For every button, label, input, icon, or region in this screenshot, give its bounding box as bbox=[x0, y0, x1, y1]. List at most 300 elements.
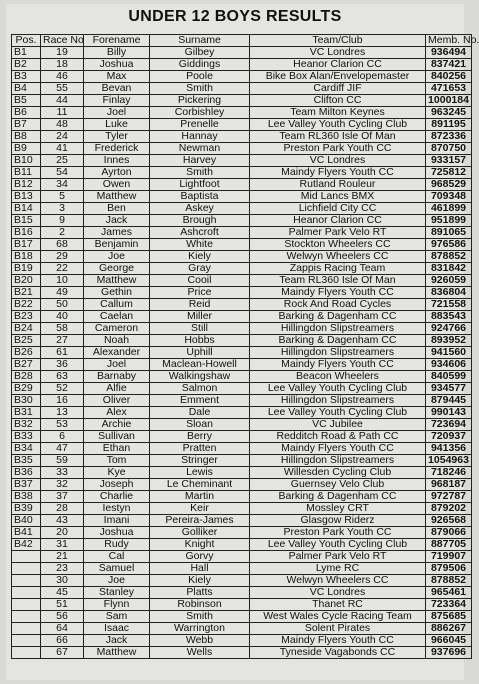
cell-memb-no: 968529 bbox=[426, 179, 472, 191]
cell-surname: Brough bbox=[150, 215, 250, 227]
cell-surname: Kiely bbox=[150, 251, 250, 263]
table-row bbox=[12, 587, 472, 599]
cell-race-no: 43 bbox=[41, 515, 84, 527]
cell-pos bbox=[12, 551, 41, 563]
cell-pos: B16 bbox=[12, 227, 41, 239]
cell-race-no: 51 bbox=[41, 599, 84, 611]
cell-surname: Newman bbox=[150, 143, 250, 155]
cell-team-club: Maindy Flyers Youth CC bbox=[250, 359, 426, 371]
cell-forename: Caelan bbox=[84, 311, 150, 323]
cell-team-club: Hillingdon Slipstreamers bbox=[250, 347, 426, 359]
cell-race-no: 23 bbox=[41, 563, 84, 575]
cell-forename: Ethan bbox=[84, 443, 150, 455]
table-row bbox=[12, 407, 472, 419]
cell-surname: Pickering bbox=[150, 95, 250, 107]
table-row bbox=[12, 155, 472, 167]
table-row bbox=[12, 395, 472, 407]
cell-surname: Uphill bbox=[150, 347, 250, 359]
cell-pos: B6 bbox=[12, 107, 41, 119]
cell-team-club: Maindy Flyers Youth CC bbox=[250, 167, 426, 179]
cell-surname: Pratten bbox=[150, 443, 250, 455]
cell-forename: Frederick bbox=[84, 143, 150, 155]
cell-pos: B3 bbox=[12, 71, 41, 83]
cell-forename: Isaac bbox=[84, 623, 150, 635]
cell-pos: B36 bbox=[12, 467, 41, 479]
cell-forename: Archie bbox=[84, 419, 150, 431]
cell-surname: Hannay bbox=[150, 131, 250, 143]
cell-memb-no: 936494 bbox=[426, 47, 472, 59]
cell-forename: Oliver bbox=[84, 395, 150, 407]
cell-race-no: 53 bbox=[41, 419, 84, 431]
cell-team-club: Preston Park Youth CC bbox=[250, 527, 426, 539]
table-row bbox=[12, 551, 472, 563]
cell-race-no: 66 bbox=[41, 635, 84, 647]
cell-forename: Innes bbox=[84, 155, 150, 167]
cell-forename: Alex bbox=[84, 407, 150, 419]
cell-memb-no: 972787 bbox=[426, 491, 472, 503]
cell-surname: Keir bbox=[150, 503, 250, 515]
cell-team-club: Hillingdon Slipstreamers bbox=[250, 455, 426, 467]
cell-memb-no: 709348 bbox=[426, 191, 472, 203]
cell-team-club: Heanor Clarion CC bbox=[250, 215, 426, 227]
cell-memb-no: 837421 bbox=[426, 59, 472, 71]
cell-race-no: 55 bbox=[41, 83, 84, 95]
cell-pos: B7 bbox=[12, 119, 41, 131]
table-row bbox=[12, 107, 472, 119]
cell-team-club: VC Londres bbox=[250, 155, 426, 167]
cell-race-no: 52 bbox=[41, 383, 84, 395]
cell-surname: Sloan bbox=[150, 419, 250, 431]
page-title: UNDER 12 BOYS RESULTS bbox=[128, 8, 342, 25]
table-row bbox=[12, 647, 472, 659]
cell-memb-no: 891195 bbox=[426, 119, 472, 131]
cell-forename: Joe bbox=[84, 575, 150, 587]
column-header-surname: Surname bbox=[150, 35, 250, 47]
cell-team-club: Team RL360 Isle Of Man bbox=[250, 275, 426, 287]
cell-race-no: 5 bbox=[41, 191, 84, 203]
cell-memb-no: 879066 bbox=[426, 527, 472, 539]
cell-race-no: 9 bbox=[41, 215, 84, 227]
table-row bbox=[12, 311, 472, 323]
table-row bbox=[12, 443, 472, 455]
cell-team-club: Mid Lancs BMX bbox=[250, 191, 426, 203]
table-row bbox=[12, 419, 472, 431]
cell-memb-no: 723364 bbox=[426, 599, 472, 611]
cell-memb-no: 976586 bbox=[426, 239, 472, 251]
cell-race-no: 13 bbox=[41, 407, 84, 419]
cell-surname: Walkingshaw bbox=[150, 371, 250, 383]
cell-memb-no: 471653 bbox=[426, 83, 472, 95]
results-sheet bbox=[6, 4, 479, 680]
cell-team-club: Bike Box Alan/Envelopemaster bbox=[250, 71, 426, 83]
cell-race-no: 63 bbox=[41, 371, 84, 383]
cell-team-club: Tyneside Vagabonds CC bbox=[250, 647, 426, 659]
cell-pos: B10 bbox=[12, 155, 41, 167]
table-row bbox=[12, 287, 472, 299]
cell-team-club: Zappis Racing Team bbox=[250, 263, 426, 275]
cell-pos: B24 bbox=[12, 323, 41, 335]
table-row bbox=[12, 623, 472, 635]
cell-memb-no: 963245 bbox=[426, 107, 472, 119]
table-row bbox=[12, 635, 472, 647]
cell-team-club: Maindy Flyers Youth CC bbox=[250, 443, 426, 455]
cell-team-club: VC Londres bbox=[250, 587, 426, 599]
cell-race-no: 56 bbox=[41, 611, 84, 623]
cell-team-club: Lee Valley Youth Cycling Club bbox=[250, 119, 426, 131]
cell-race-no: 61 bbox=[41, 347, 84, 359]
cell-pos: B29 bbox=[12, 383, 41, 395]
cell-forename: Charlie bbox=[84, 491, 150, 503]
cell-team-club: Maindy Flyers Youth CC bbox=[250, 635, 426, 647]
cell-race-no: 36 bbox=[41, 359, 84, 371]
cell-team-club: Preston Park Youth CC bbox=[250, 143, 426, 155]
cell-race-no: 47 bbox=[41, 443, 84, 455]
cell-race-no: 3 bbox=[41, 203, 84, 215]
table-row bbox=[12, 323, 472, 335]
cell-memb-no: 891065 bbox=[426, 227, 472, 239]
cell-forename: Gethin bbox=[84, 287, 150, 299]
table-row bbox=[12, 275, 472, 287]
table-row bbox=[12, 539, 472, 551]
cell-race-no: 19 bbox=[41, 47, 84, 59]
cell-team-club: Lichfield City CC bbox=[250, 203, 426, 215]
cell-surname: Reid bbox=[150, 299, 250, 311]
cell-pos: B34 bbox=[12, 443, 41, 455]
cell-forename: Luke bbox=[84, 119, 150, 131]
cell-surname: Robinson bbox=[150, 599, 250, 611]
cell-surname: Baptista bbox=[150, 191, 250, 203]
cell-memb-no: 937696 bbox=[426, 647, 472, 659]
cell-forename: James bbox=[84, 227, 150, 239]
cell-race-no: 48 bbox=[41, 119, 84, 131]
cell-forename: Joshua bbox=[84, 59, 150, 71]
cell-forename: Iestyn bbox=[84, 503, 150, 515]
cell-forename: Tom bbox=[84, 455, 150, 467]
cell-team-club: Barking & Dagenham CC bbox=[250, 311, 426, 323]
cell-pos: B21 bbox=[12, 287, 41, 299]
cell-forename: Owen bbox=[84, 179, 150, 191]
cell-race-no: 58 bbox=[41, 323, 84, 335]
cell-team-club: Maindy Flyers Youth CC bbox=[250, 287, 426, 299]
cell-forename: Alexander bbox=[84, 347, 150, 359]
cell-memb-no: 831842 bbox=[426, 263, 472, 275]
cell-pos: B32 bbox=[12, 419, 41, 431]
cell-race-no: 21 bbox=[41, 551, 84, 563]
cell-memb-no: 926059 bbox=[426, 275, 472, 287]
cell-pos: B26 bbox=[12, 347, 41, 359]
cell-surname: Martin bbox=[150, 491, 250, 503]
cell-race-no: 34 bbox=[41, 179, 84, 191]
column-header-forename: Forename bbox=[84, 35, 150, 47]
cell-memb-no: 883543 bbox=[426, 311, 472, 323]
cell-race-no: 22 bbox=[41, 263, 84, 275]
table-row bbox=[12, 167, 472, 179]
table-row bbox=[12, 131, 472, 143]
cell-forename: Sam bbox=[84, 611, 150, 623]
cell-surname: Warrington bbox=[150, 623, 250, 635]
cell-pos bbox=[12, 587, 41, 599]
cell-surname: Lightfoot bbox=[150, 179, 250, 191]
cell-memb-no: 878852 bbox=[426, 251, 472, 263]
cell-race-no: 31 bbox=[41, 539, 84, 551]
cell-memb-no: 879202 bbox=[426, 503, 472, 515]
cell-memb-no: 878852 bbox=[426, 575, 472, 587]
cell-race-no: 20 bbox=[41, 527, 84, 539]
cell-pos: B37 bbox=[12, 479, 41, 491]
cell-pos bbox=[12, 563, 41, 575]
cell-pos bbox=[12, 575, 41, 587]
cell-race-no: 44 bbox=[41, 95, 84, 107]
cell-surname: Gorvy bbox=[150, 551, 250, 563]
cell-forename: Joe bbox=[84, 251, 150, 263]
cell-forename: Finlay bbox=[84, 95, 150, 107]
cell-forename: George bbox=[84, 263, 150, 275]
cell-surname: Golliker bbox=[150, 527, 250, 539]
cell-surname: Askey bbox=[150, 203, 250, 215]
table-row bbox=[12, 203, 472, 215]
cell-surname: Wells bbox=[150, 647, 250, 659]
cell-race-no: 49 bbox=[41, 287, 84, 299]
results-table bbox=[11, 34, 479, 659]
table-row bbox=[12, 83, 472, 95]
cell-memb-no: 886267 bbox=[426, 623, 472, 635]
cell-memb-no: 934577 bbox=[426, 383, 472, 395]
cell-pos: B12 bbox=[12, 179, 41, 191]
cell-race-no: 46 bbox=[41, 71, 84, 83]
cell-team-club: Barking & Dagenham CC bbox=[250, 491, 426, 503]
cell-surname: Miller bbox=[150, 311, 250, 323]
cell-team-club: Hillingdon Slipstreamers bbox=[250, 323, 426, 335]
cell-forename: Benjamin bbox=[84, 239, 150, 251]
table-row bbox=[12, 563, 472, 575]
cell-race-no: 59 bbox=[41, 455, 84, 467]
cell-team-club: Barking & Dagenham CC bbox=[250, 335, 426, 347]
cell-pos: B15 bbox=[12, 215, 41, 227]
cell-pos: B27 bbox=[12, 359, 41, 371]
cell-race-no: 40 bbox=[41, 311, 84, 323]
cell-memb-no: 840256 bbox=[426, 71, 472, 83]
table-row bbox=[12, 239, 472, 251]
cell-race-no: 18 bbox=[41, 59, 84, 71]
cell-pos: B9 bbox=[12, 143, 41, 155]
cell-forename: Joshua bbox=[84, 527, 150, 539]
cell-pos: B40 bbox=[12, 515, 41, 527]
cell-race-no: 64 bbox=[41, 623, 84, 635]
cell-surname: Hobbs bbox=[150, 335, 250, 347]
cell-surname: Smith bbox=[150, 83, 250, 95]
cell-memb-no: 836804 bbox=[426, 287, 472, 299]
cell-team-club: Lee Valley Youth Cycling Club bbox=[250, 407, 426, 419]
cell-memb-no: 933157 bbox=[426, 155, 472, 167]
cell-team-club: Team RL360 Isle Of Man bbox=[250, 131, 426, 143]
table-row bbox=[12, 527, 472, 539]
cell-race-no: 50 bbox=[41, 299, 84, 311]
cell-surname: Corbishley bbox=[150, 107, 250, 119]
cell-race-no: 11 bbox=[41, 107, 84, 119]
cell-team-club: Heanor Clarion CC bbox=[250, 59, 426, 71]
cell-surname: Price bbox=[150, 287, 250, 299]
cell-team-club: Hillingdon Slipstreamers bbox=[250, 395, 426, 407]
cell-pos: B30 bbox=[12, 395, 41, 407]
cell-race-no: 24 bbox=[41, 131, 84, 143]
cell-race-no: 41 bbox=[41, 143, 84, 155]
cell-memb-no: 879445 bbox=[426, 395, 472, 407]
cell-memb-no: 719907 bbox=[426, 551, 472, 563]
cell-memb-no: 924766 bbox=[426, 323, 472, 335]
cell-forename: Matthew bbox=[84, 275, 150, 287]
table-row bbox=[12, 215, 472, 227]
cell-race-no: 25 bbox=[41, 155, 84, 167]
cell-pos: B19 bbox=[12, 263, 41, 275]
cell-surname: Smith bbox=[150, 167, 250, 179]
cell-pos: B11 bbox=[12, 167, 41, 179]
cell-race-no: 29 bbox=[41, 251, 84, 263]
cell-pos: B1 bbox=[12, 47, 41, 59]
table-row bbox=[12, 515, 472, 527]
cell-forename: Max bbox=[84, 71, 150, 83]
table-row bbox=[12, 611, 472, 623]
cell-surname: Salmon bbox=[150, 383, 250, 395]
cell-memb-no: 966045 bbox=[426, 635, 472, 647]
cell-forename: Barnaby bbox=[84, 371, 150, 383]
cell-team-club: Team Milton Keynes bbox=[250, 107, 426, 119]
cell-memb-no: 723694 bbox=[426, 419, 472, 431]
cell-memb-no: 872336 bbox=[426, 131, 472, 143]
column-header-team-club: Team/Club bbox=[250, 35, 426, 47]
table-row bbox=[12, 455, 472, 467]
cell-forename: Ayrton bbox=[84, 167, 150, 179]
table-row bbox=[12, 491, 472, 503]
cell-race-no: 27 bbox=[41, 335, 84, 347]
cell-team-club: Lee Valley Youth Cycling Club bbox=[250, 383, 426, 395]
cell-memb-no: 879506 bbox=[426, 563, 472, 575]
cell-forename: Matthew bbox=[84, 647, 150, 659]
cell-pos: B39 bbox=[12, 503, 41, 515]
cell-surname: Cooil bbox=[150, 275, 250, 287]
cell-memb-no: 720937 bbox=[426, 431, 472, 443]
cell-surname: Platts bbox=[150, 587, 250, 599]
cell-team-club: Mossley CRT bbox=[250, 503, 426, 515]
cell-forename: Joel bbox=[84, 359, 150, 371]
cell-team-club: Lyme RC bbox=[250, 563, 426, 575]
cell-surname: Prenelle bbox=[150, 119, 250, 131]
cell-race-no: 67 bbox=[41, 647, 84, 659]
cell-forename: Joel bbox=[84, 107, 150, 119]
cell-surname: Smith bbox=[150, 611, 250, 623]
cell-memb-no: 870750 bbox=[426, 143, 472, 155]
cell-team-club: Palmer Park Velo RT bbox=[250, 551, 426, 563]
cell-pos bbox=[12, 599, 41, 611]
table-row bbox=[12, 251, 472, 263]
table-row bbox=[12, 383, 472, 395]
column-header-race-no: Race No bbox=[41, 35, 84, 47]
cell-forename: Samuel bbox=[84, 563, 150, 575]
cell-race-no: 6 bbox=[41, 431, 84, 443]
cell-memb-no: 965461 bbox=[426, 587, 472, 599]
cell-surname: Stringer bbox=[150, 455, 250, 467]
cell-race-no: 32 bbox=[41, 479, 84, 491]
cell-surname: Kiely bbox=[150, 575, 250, 587]
cell-team-club: Redditch Road & Path CC bbox=[250, 431, 426, 443]
cell-forename: Kye bbox=[84, 467, 150, 479]
cell-team-club: Cardiff JIF bbox=[250, 83, 426, 95]
cell-race-no: 28 bbox=[41, 503, 84, 515]
cell-memb-no: 990143 bbox=[426, 407, 472, 419]
cell-surname: Le Cheminant bbox=[150, 479, 250, 491]
cell-memb-no: 840599 bbox=[426, 371, 472, 383]
cell-forename: Sullivan bbox=[84, 431, 150, 443]
cell-pos: B42 bbox=[12, 539, 41, 551]
cell-surname: Berry bbox=[150, 431, 250, 443]
cell-team-club: VC Jubilee bbox=[250, 419, 426, 431]
table-row bbox=[12, 575, 472, 587]
cell-memb-no: 721558 bbox=[426, 299, 472, 311]
cell-team-club: Rock And Road Cycles bbox=[250, 299, 426, 311]
cell-race-no: 37 bbox=[41, 491, 84, 503]
table-row bbox=[12, 371, 472, 383]
cell-pos: B14 bbox=[12, 203, 41, 215]
cell-forename: Jack bbox=[84, 215, 150, 227]
cell-memb-no: 893952 bbox=[426, 335, 472, 347]
cell-pos: B22 bbox=[12, 299, 41, 311]
table-row bbox=[12, 59, 472, 71]
cell-pos: B18 bbox=[12, 251, 41, 263]
cell-memb-no: 725812 bbox=[426, 167, 472, 179]
cell-team-club: Welwyn Wheelers CC bbox=[250, 575, 426, 587]
cell-race-no: 45 bbox=[41, 587, 84, 599]
cell-forename: Alfie bbox=[84, 383, 150, 395]
cell-forename: Bevan bbox=[84, 83, 150, 95]
cell-surname: Gray bbox=[150, 263, 250, 275]
cell-pos: B28 bbox=[12, 371, 41, 383]
table-row bbox=[12, 71, 472, 83]
table-row bbox=[12, 431, 472, 443]
table-row bbox=[12, 347, 472, 359]
cell-team-club: Lee Valley Youth Cycling Club bbox=[250, 539, 426, 551]
table-row bbox=[12, 119, 472, 131]
cell-race-no: 2 bbox=[41, 227, 84, 239]
cell-team-club: Thanet RC bbox=[250, 599, 426, 611]
cell-surname: Ashcroft bbox=[150, 227, 250, 239]
cell-pos: B33 bbox=[12, 431, 41, 443]
cell-surname: Hall bbox=[150, 563, 250, 575]
cell-surname: Dale bbox=[150, 407, 250, 419]
cell-forename: Matthew bbox=[84, 191, 150, 203]
cell-pos: B31 bbox=[12, 407, 41, 419]
cell-race-no: 33 bbox=[41, 467, 84, 479]
column-header-memb-no: Memb. No. bbox=[426, 35, 472, 47]
cell-pos: B20 bbox=[12, 275, 41, 287]
cell-surname: Giddings bbox=[150, 59, 250, 71]
cell-forename: Cal bbox=[84, 551, 150, 563]
cell-team-club: VC Londres bbox=[250, 47, 426, 59]
table-row bbox=[12, 227, 472, 239]
table-row bbox=[12, 47, 472, 59]
cell-forename: Rudy bbox=[84, 539, 150, 551]
table-row bbox=[12, 179, 472, 191]
cell-surname: Gilbey bbox=[150, 47, 250, 59]
cell-team-club: Clifton CC bbox=[250, 95, 426, 107]
cell-pos bbox=[12, 647, 41, 659]
cell-team-club: Stockton Wheelers CC bbox=[250, 239, 426, 251]
cell-surname: Pereira-James bbox=[150, 515, 250, 527]
cell-forename: Cameron bbox=[84, 323, 150, 335]
cell-pos: B41 bbox=[12, 527, 41, 539]
cell-memb-no: 875685 bbox=[426, 611, 472, 623]
cell-pos bbox=[12, 623, 41, 635]
cell-forename: Jack bbox=[84, 635, 150, 647]
table-row bbox=[12, 467, 472, 479]
